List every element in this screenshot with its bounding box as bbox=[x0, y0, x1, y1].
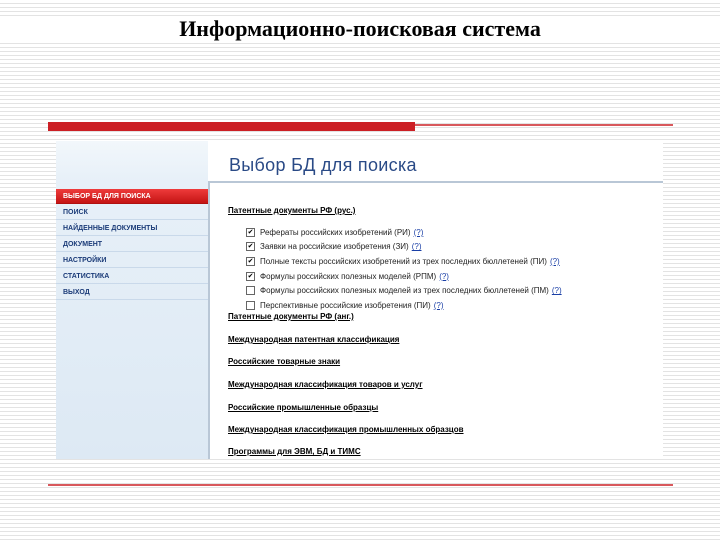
section-link-nice-classification[interactable]: Международная классификация товаров и услуг bbox=[228, 380, 423, 389]
db-label: Заявки на российские изобретения (ЗИ) bbox=[260, 242, 409, 252]
nav-item-settings[interactable]: НАСТРОЙКИ bbox=[56, 253, 208, 268]
db-row bbox=[246, 225, 658, 240]
section-link-locarno-classification[interactable]: Международная классификация промышленных образцов bbox=[228, 425, 464, 434]
checkbox[interactable] bbox=[246, 286, 255, 295]
decorative-red-bar bbox=[48, 122, 415, 131]
nav-item-search[interactable]: ПОИСК bbox=[56, 205, 208, 220]
checkbox[interactable] bbox=[246, 301, 255, 310]
db-row bbox=[246, 254, 658, 269]
decorative-red-line bbox=[415, 124, 673, 126]
help-link[interactable]: (?) bbox=[411, 242, 422, 252]
db-label: Перспективные российские изобретения (ПИ) bbox=[260, 300, 431, 310]
app-screenshot bbox=[56, 141, 663, 459]
nav-item-exit[interactable]: ВЫХОД bbox=[56, 285, 208, 300]
slide-title: Информационно-поисковая система bbox=[0, 16, 720, 42]
db-row bbox=[246, 240, 658, 255]
help-link[interactable]: (?) bbox=[549, 256, 560, 266]
db-label: Рефераты российских изобретений (РИ) bbox=[260, 227, 411, 237]
nav-item-document[interactable]: ДОКУМЕНТ bbox=[56, 237, 208, 252]
nav-item-found-documents[interactable]: НАЙДЕННЫЕ ДОКУМЕНТЫ bbox=[56, 221, 208, 236]
decorative-bottom-line bbox=[48, 484, 673, 486]
section-link-industrial-designs[interactable]: Российские промышленные образцы bbox=[228, 403, 379, 412]
section-link-software-db[interactable]: Программы для ЭВМ, БД и ТИМС bbox=[228, 447, 361, 456]
sidebar-nav bbox=[56, 141, 208, 459]
db-row bbox=[246, 269, 658, 284]
page-title: Выбор БД для поиска bbox=[229, 155, 417, 175]
section-link-patents-en[interactable]: Патентные документы РФ (анг.) bbox=[228, 312, 354, 321]
checkbox[interactable]: ✔ bbox=[247, 228, 254, 236]
checkbox[interactable]: ✔ bbox=[247, 257, 254, 265]
db-label: Формулы российских полезных моделей из трех последних бюллетеней (ПМ) bbox=[260, 286, 549, 296]
db-row bbox=[246, 283, 658, 298]
checkbox[interactable]: ✔ bbox=[247, 272, 254, 280]
section-link-patents-ru[interactable]: Патентные документы РФ (рус.) bbox=[228, 206, 356, 215]
nav-item-statistics[interactable]: СТАТИСТИКА bbox=[56, 269, 208, 284]
help-link[interactable]: (?) bbox=[413, 227, 424, 237]
db-row bbox=[246, 298, 658, 313]
help-link[interactable]: (?) bbox=[439, 271, 449, 281]
section-link-ipc[interactable]: Международная патентная классификация bbox=[228, 335, 400, 344]
section-link-trademarks[interactable]: Российские товарные знаки bbox=[228, 357, 341, 366]
nav-item-select-db[interactable]: ВЫБОР БД ДЛЯ ПОИСКА bbox=[56, 189, 208, 204]
checkbox[interactable]: ✔ bbox=[247, 243, 254, 251]
help-link[interactable]: (?) bbox=[551, 286, 562, 296]
database-checkbox-list bbox=[246, 225, 658, 313]
help-link[interactable]: (?) bbox=[433, 300, 444, 310]
db-label: Полные тексты российских изобретений из трех последних бюллетеней (ПИ) bbox=[260, 256, 547, 266]
db-label: Формулы российских полезных моделей (РПМ) bbox=[260, 271, 437, 281]
